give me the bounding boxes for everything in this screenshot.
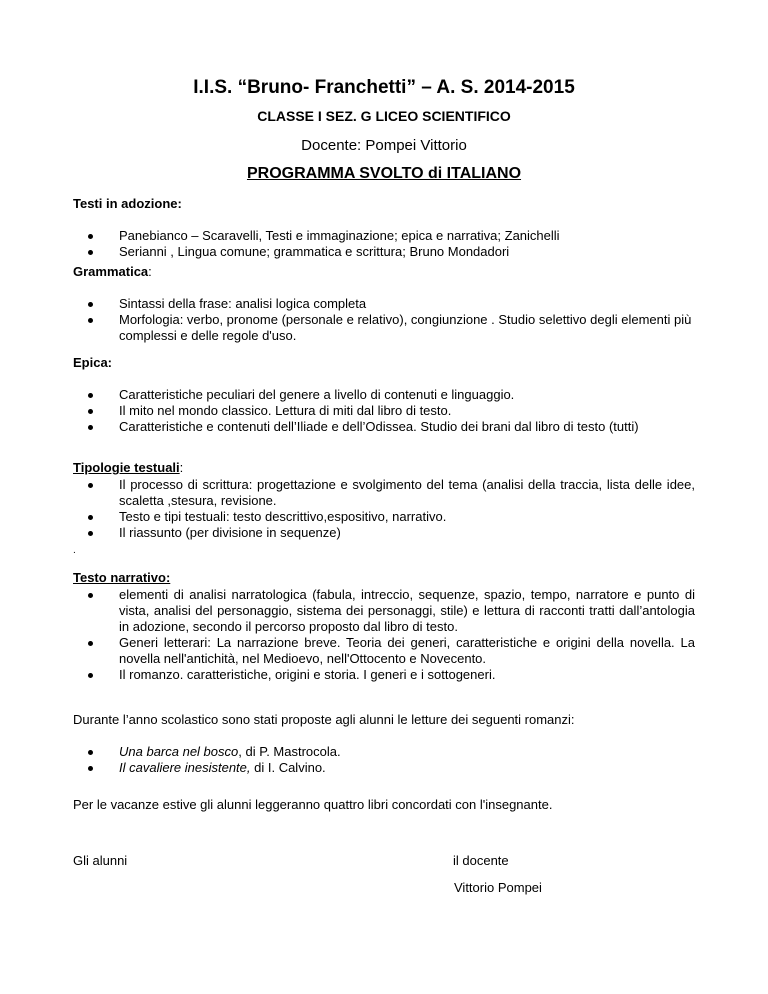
class-subtitle: CLASSE I SEZ. G LICEO SCIENTIFICO: [257, 108, 511, 124]
section-narrativo: [73, 570, 695, 683]
letture-list: [73, 744, 695, 776]
book-author: , di P. Mastrocola.: [238, 744, 341, 759]
list-item: Il mito nel mondo classico. Lettura di miti dal libro di testo.: [73, 403, 695, 419]
grammatica-list: [73, 296, 695, 344]
list-item: Il romanzo. caratteristiche, origini e storia. I generi e i sottogeneri.: [73, 667, 695, 683]
list-item: Morfologia: verbo, pronome (personale e relativo), congiunzione . Studio selettivo degli elementi più complessi e delle regole d'uso.: [73, 312, 695, 344]
section-grammatica: [73, 264, 695, 344]
docente-name: Vittorio Pompei: [454, 880, 542, 895]
list-item: Serianni , Lingua comune; grammatica e scrittura; Bruno Mondadori: [73, 244, 695, 260]
stray-dot: .: [73, 545, 76, 556]
teacher-line: Docente: Pompei Vittorio: [301, 137, 467, 154]
section-testi: [73, 196, 695, 260]
list-item: Il processo di scrittura: progettazione e svolgimento del tema (analisi della traccia, lista delle idee, scaletta ,stesura, revisione.: [73, 477, 695, 509]
list-item: [73, 760, 695, 776]
epica-heading: Epica:: [73, 355, 113, 370]
tipologie-list: [73, 477, 695, 541]
testi-heading: Testi in adozione:: [73, 196, 182, 211]
vacanze-paragraph: Per le vacanze estive gli alunni leggeranno quattro libri concordati con l'insegnante.: [73, 797, 553, 812]
alunni-signature-label: Gli alunni: [73, 853, 128, 868]
narrativo-list: [73, 587, 695, 683]
book-title: Una barca nel bosco: [119, 744, 239, 759]
list-item: Panebianco – Scaravelli, Testi e immaginazione; epica e narrativa; Zanichelli: [73, 228, 695, 244]
testi-list: [73, 228, 695, 260]
book-author: di I. Calvino.: [250, 760, 326, 775]
tipologie-heading: Tipologie testuali: [73, 460, 180, 475]
grammatica-heading: Grammatica: [73, 264, 149, 279]
grammatica-heading-line: [73, 264, 695, 280]
list-item: Il riassunto (per divisione in sequenze): [73, 525, 695, 541]
list-item: [73, 744, 695, 760]
section-epica: [73, 355, 695, 435]
list-item: elementi di analisi narratologica (fabula, intreccio, sequenze, spazio, tempo, narratore e punto di vista, analisi del personaggio, sistema dei personaggi, stile) e lettura di racconti tratti dall’antologia in adozione, secondo il percorso proposto dal libro di testo.: [73, 587, 695, 635]
list-item: Testo e tipi testuali: testo descrittivo,espositivo, narrativo.: [73, 509, 695, 525]
book-title: Il cavaliere inesistente,: [119, 760, 251, 775]
page-title: I.I.S. “Bruno- Franchetti” – A. S. 2014-2015: [193, 77, 575, 98]
letture-intro: Durante l’anno scolastico sono stati proposte agli alunni le letture dei seguenti romanzi:: [73, 712, 575, 727]
list-item: Sintassi della frase: analisi logica completa: [73, 296, 695, 312]
list-item: Caratteristiche e contenuti dell’Iliade e dell’Odissea. Studio dei brani dal libro di testo (tutti): [73, 419, 695, 435]
grammatica-colon: :: [148, 264, 152, 279]
section-letture: [73, 712, 695, 776]
list-item: Caratteristiche peculiari del genere a livello di contenuti e linguaggio.: [73, 387, 695, 403]
epica-list: [73, 387, 695, 435]
program-heading: PROGRAMMA SVOLTO di ITALIANO: [246, 165, 522, 182]
list-item: Generi letterari: La narrazione breve. Teoria dei generi, caratteristiche e origini della novella. La novella nell'antichità, nel Medioevo, nell'Ottocento e Novecento.: [73, 635, 695, 667]
narrativo-heading: Testo narrativo:: [73, 570, 171, 585]
section-tipologie: [73, 460, 695, 541]
tipologie-heading-line: [73, 460, 695, 476]
docente-signature-label: il docente: [453, 853, 509, 868]
tipologie-colon: :: [179, 460, 184, 475]
